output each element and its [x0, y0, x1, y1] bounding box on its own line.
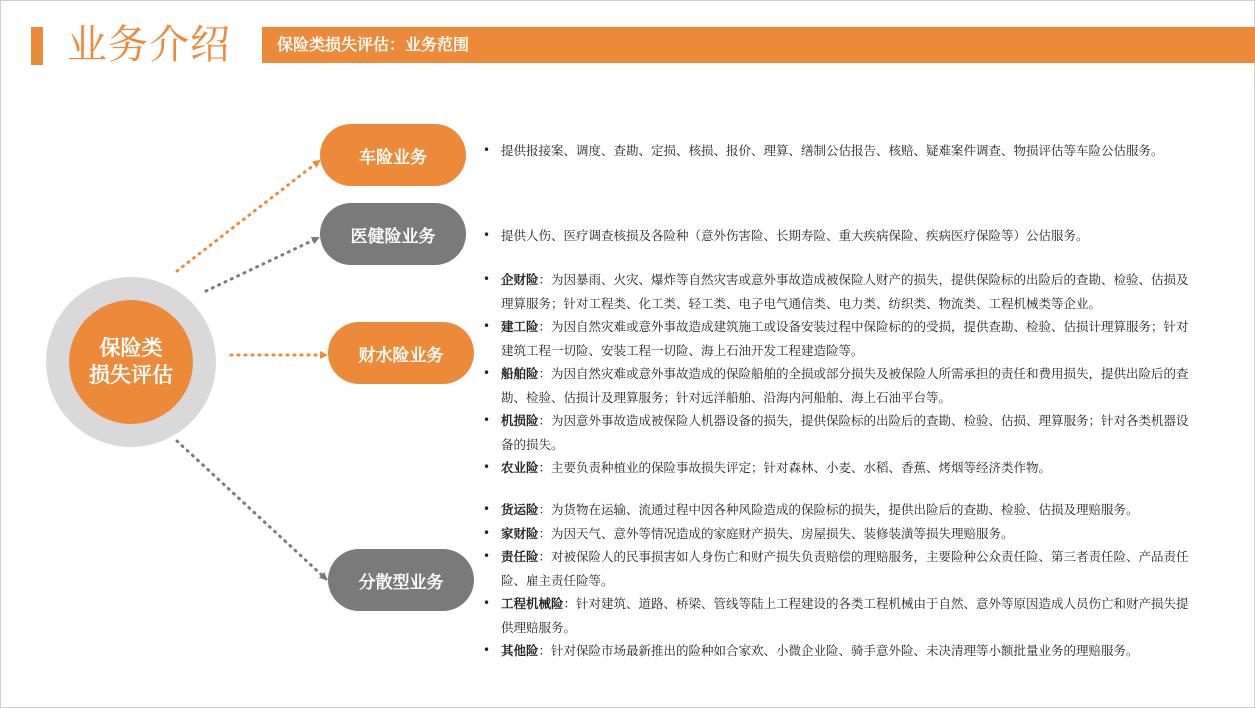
- item-text: ：为因意外事故造成被保险人机器设备的损失，提供保险标的出险后的查勘、检验、估损、理算服务；针对各类机器设备的损失。: [501, 413, 1189, 452]
- item-term: 家财险: [501, 525, 539, 541]
- item-term: 农业险: [501, 460, 539, 475]
- item-text: ：针对保险市场最新推出的险种如合家欢、小微企业险、骑手意外险、未决清理等小额批量业务的理赔服务。: [538, 643, 1139, 658]
- item-term: 工程机械险: [501, 596, 564, 611]
- item-term: 船舶险: [501, 366, 539, 381]
- item-text: ：针对建筑、道路、桥梁、管线等陆上工程建设的各类工程机械由于自然、意外等原因造成人员伤亡和财产损失提供理赔服务。: [501, 596, 1189, 635]
- list-item: [481, 639, 1196, 663]
- item-text: ：主要负责种植业的保险事故损失评定；针对森林、小麦、水稻、香蕉、烤烟等经济类作物。: [538, 460, 1052, 475]
- item-text: ：为因自然灾难或意外事故造成建筑施工或设备安装过程中保险标的的受损，提供查勘、检验、估损计理算服务；针对建筑工程一切险、安装工程一切险、海上石油开发工程建造险等。: [501, 319, 1189, 358]
- item-term: 机损险: [501, 413, 539, 428]
- page-title: 业务介绍: [67, 22, 231, 68]
- center-line-2: 损失评估: [89, 363, 173, 387]
- item-term: 企财险: [501, 272, 539, 287]
- list-item: [481, 224, 1196, 248]
- item-text: 提供报接案、调度、查勘、定损、核损、报价、理算、缮制公估报告、核赔、疑难案件调查、物损评估等车险公估服务。: [501, 143, 1164, 158]
- item-term: 责任险: [501, 549, 539, 564]
- item-term: 其他险: [501, 643, 539, 658]
- dispersed-description: [481, 498, 1196, 663]
- item-term: 建工险: [501, 319, 539, 334]
- list-item: [481, 315, 1196, 362]
- subtitle-text: 保险类损失评估：业务范围: [277, 35, 470, 54]
- property-description: [481, 268, 1196, 480]
- item-term: 货运险: [501, 502, 539, 517]
- connector-auto: [177, 161, 319, 271]
- list-item: [481, 409, 1196, 456]
- list-item: [481, 592, 1196, 639]
- item-text: ：为因暴雨、火灾、爆炸等自然灾害或意外事故造成被保险人财产的损失，提供保险标的出险后的查勘、检验、估损及理算服务；针对工程类、化工类、轻工类、电子电气通信类、电力类、纺织类、物流类、工程机械类等企业。: [501, 272, 1189, 311]
- category-dispersed: 分散型业务: [328, 549, 474, 611]
- item-text: ：为因自然灾难或意外事故造成的保险船舶的全损或部分损失及被保险人所需承担的责任和费用损失，提供出险后的查勘、检验、估损计及理算服务；针对远洋船舶、沿海内河船舶、海上石油平台等。: [501, 366, 1189, 405]
- category-auto: 车险业务: [320, 124, 466, 186]
- auto-description: [481, 139, 1196, 163]
- list-item: [481, 362, 1196, 409]
- list-item: [481, 545, 1196, 592]
- item-text: 提供人伤、医疗调查核损及各险种（意外伤害险、长期寿险、重大疾病保险、疾病医疗保险等）公估服务。: [501, 228, 1089, 243]
- connector-dispersed: [177, 441, 326, 579]
- center-circle: [69, 300, 193, 424]
- health-description: [481, 224, 1196, 248]
- item-text: ：为因天气、意外等情况造成的家庭财产损失、房屋损失、装修装潢等损失理赔服务。: [538, 525, 1014, 541]
- list-item: [481, 268, 1196, 315]
- category-health: 医健险业务: [320, 203, 466, 265]
- item-text: ：为货物在运输、流通过程中因各种风险造成的保险标的损失，提供出险后的查勘、检验、估损及理赔服务。: [538, 502, 1139, 517]
- center-line-1: 保险类: [99, 336, 163, 360]
- list-item: [481, 522, 1196, 546]
- list-item: [481, 139, 1196, 163]
- item-text: ：对被保险人的民事损害如人身伤亡和财产损失负责赔偿的理赔服务，主要险种公众责任险、第三者责任险、产品责任险、雇主责任险等。: [501, 549, 1189, 588]
- connector-health: [206, 238, 318, 291]
- category-property: 财水险业务: [328, 322, 474, 384]
- list-item: [481, 456, 1196, 480]
- list-item: [481, 498, 1196, 522]
